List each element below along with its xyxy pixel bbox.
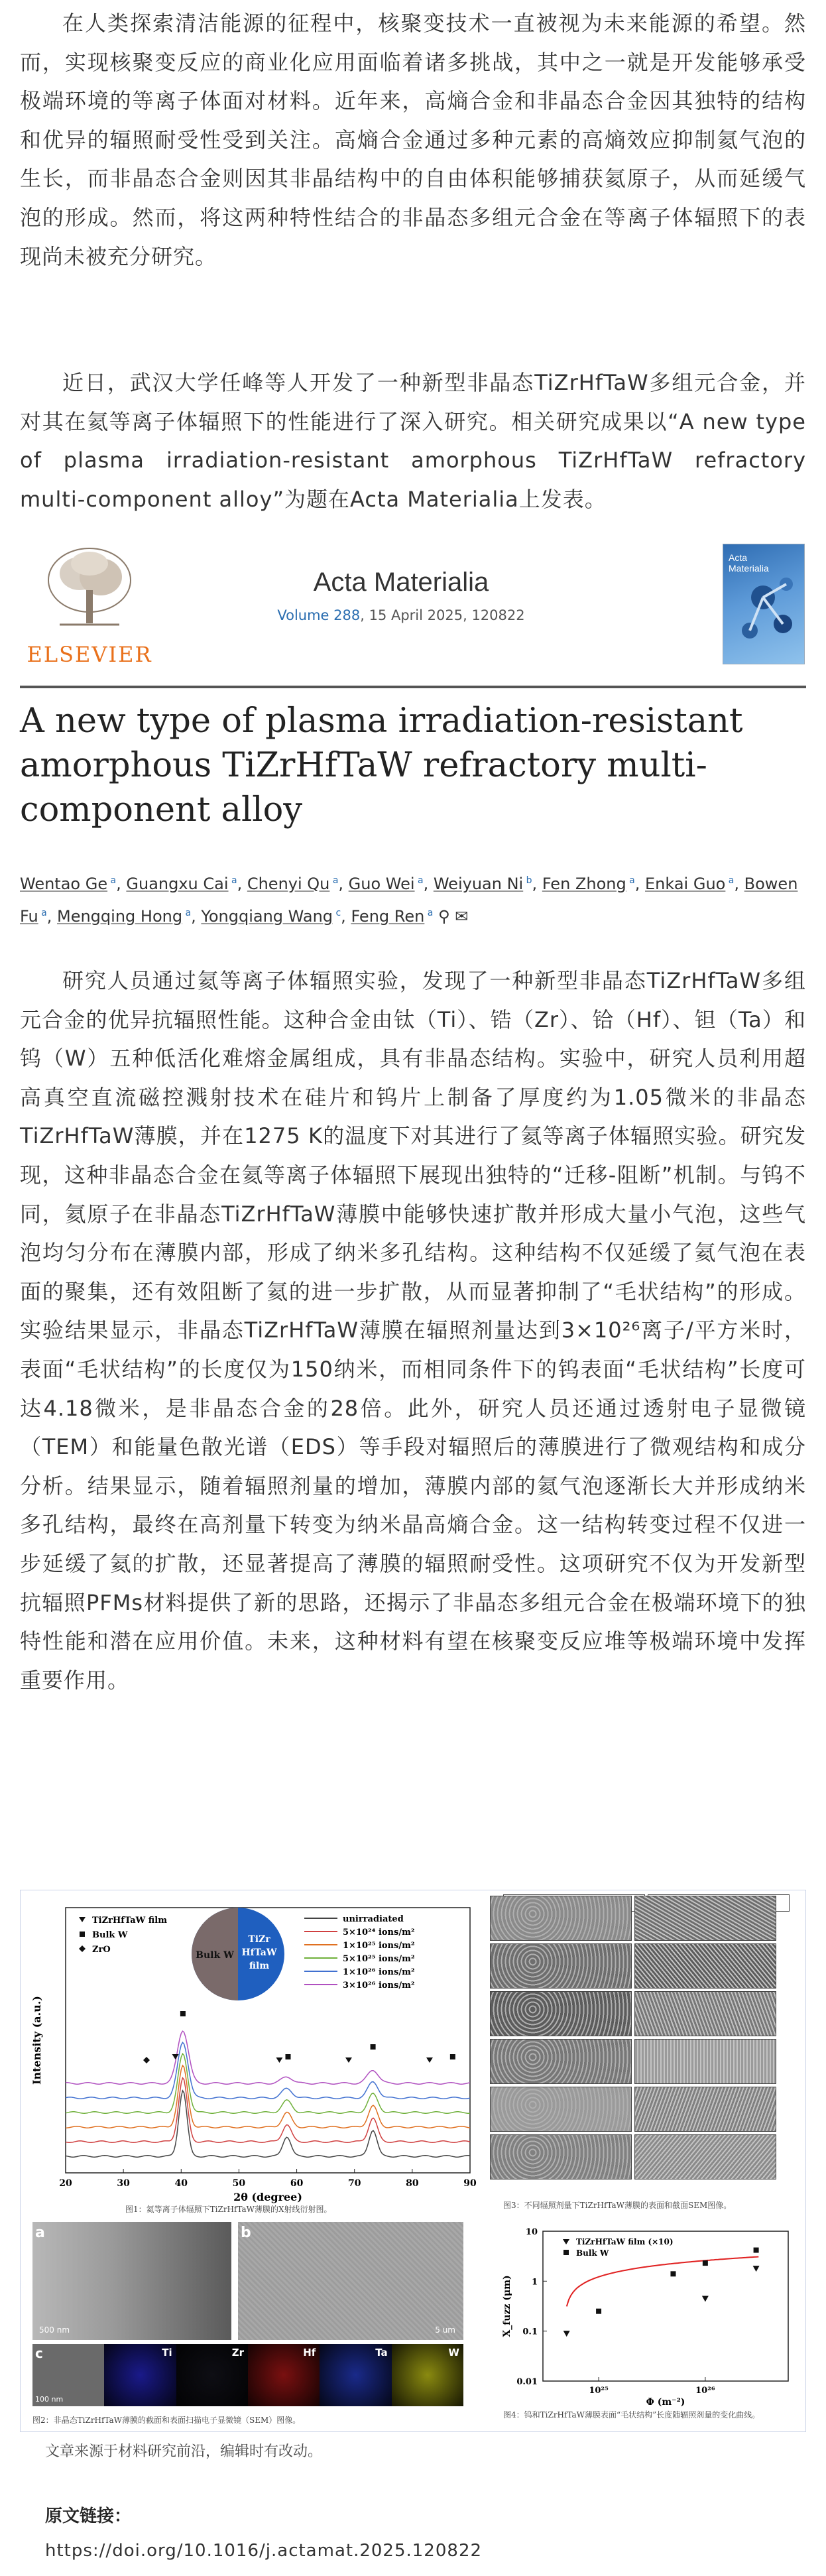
- eds-map-cell: [320, 2344, 391, 2406]
- eds-map-row: [32, 2344, 463, 2406]
- dose-legend-label: 3×10²⁶ ions/m²: [343, 1981, 415, 1991]
- journal-date: , 15 April 2025, 120822: [360, 607, 525, 623]
- author-affiliation: c: [333, 908, 341, 918]
- inset-label-film: film: [249, 1961, 270, 1971]
- fuzz-legend-label: Bulk W: [576, 2248, 609, 2258]
- original-link-label: 原文链接：: [45, 2506, 132, 2526]
- inset-label-w: Bulk W: [196, 1950, 234, 1961]
- eds-element-label: Zr: [231, 2347, 244, 2359]
- sem-image-cell: [634, 1896, 776, 1941]
- fuzz-legend-marker-w: [563, 2250, 569, 2255]
- eds-element-label: Hf: [303, 2347, 316, 2359]
- author-name[interactable]: Bowen Fu: [20, 875, 798, 926]
- xrd-x-tick-label: 20: [59, 2178, 72, 2189]
- author-affiliation: a: [38, 908, 47, 918]
- eds-map-cell: [104, 2344, 176, 2406]
- dose-legend-label: 5×10²⁵ ions/m²: [343, 1954, 415, 1964]
- fuzz-point-w: [670, 2271, 676, 2276]
- figure-3-caption: 图3：不同辐照剂量下TiZrHfTaW薄膜的表面和截面SEM图像。: [503, 2201, 732, 2210]
- author-affiliation: a: [626, 875, 635, 886]
- sem-image-cell: [490, 2039, 632, 2084]
- fuzz-legend-label: TiZrHfTaW film (×10): [576, 2237, 674, 2246]
- legend-marker-film: [79, 1917, 86, 1922]
- sem-image-cell: [634, 2134, 776, 2179]
- author-name[interactable]: Guangxu Cai: [126, 875, 229, 893]
- xrd-marker-film: [172, 2054, 179, 2059]
- panel-label-a: a: [35, 2225, 45, 2241]
- legend-marker-zro: [79, 1945, 86, 1952]
- xrd-marker-w: [371, 2044, 376, 2050]
- eds-map-cell: [176, 2344, 248, 2406]
- xrd-x-tick-label: 90: [463, 2178, 477, 2189]
- inset-label-film: HfTaW: [241, 1947, 277, 1958]
- xrd-marker-w: [180, 2011, 186, 2016]
- paper-title: A new type of plasma irradiation-resistant amorphous TiZrHfTaW refractory multi-component alloy: [20, 702, 743, 829]
- fuzz-point-film: [563, 2331, 570, 2337]
- publisher-name: ELSEVIER: [27, 642, 152, 667]
- xrd-series-line: [66, 2065, 470, 2128]
- xrd-marker-w: [286, 2054, 291, 2059]
- author-affiliation: a: [182, 908, 192, 918]
- sem-image-cell: [634, 1991, 776, 2036]
- xrd-x-tick-label: 80: [406, 2178, 419, 2189]
- figure-1-xrd: [26, 1894, 483, 2217]
- inset-label-film: TiZr: [248, 1934, 270, 1945]
- legend-label: Bulk W: [92, 1930, 128, 1940]
- xrd-x-tick-label: 30: [117, 2178, 130, 2189]
- panel-label-b: b: [241, 2225, 251, 2241]
- cover-title: Acta Materialia: [729, 552, 769, 574]
- author-affiliation: b: [523, 875, 532, 886]
- sem-image-b: [238, 2222, 463, 2340]
- original-link-url[interactable]: https://doi.org/10.1016/j.actamat.2025.120822: [45, 2541, 483, 2561]
- journal-volume: [172, 607, 630, 623]
- fuzz-point-w: [703, 2260, 708, 2266]
- xrd-x-tick-label: 70: [347, 2178, 361, 2189]
- elsevier-logo: [20, 544, 152, 667]
- author-affiliation: a: [424, 908, 434, 918]
- xrd-marker-film: [345, 2057, 352, 2063]
- author-name[interactable]: Chenyi Qu: [247, 875, 330, 893]
- legend-label: TiZrHfTaW film: [92, 1916, 167, 1926]
- eds-element-label: Ti: [162, 2347, 172, 2359]
- dose-legend-label: 5×10²⁴ ions/m²: [343, 1928, 415, 1937]
- eds-map-haadf: [32, 2344, 104, 2406]
- figure-2-sem-eds: [26, 2222, 483, 2427]
- sem-image-cell: [490, 1943, 632, 1989]
- legend-marker-w: [80, 1932, 85, 1937]
- author-name[interactable]: Weiyuan Ni: [433, 875, 524, 893]
- volume-link[interactable]: Volume 288: [277, 607, 361, 623]
- fuzz-x-tick-label: 10²⁵: [589, 2386, 609, 2396]
- paragraph-findings: 研究人员通过氦等离子体辐照实验，发现了一种新型非晶态TiZrHfTaW多组元合金的优异抗辐照性能。这种合金由钛（Ti）、锆（Zr）、铪（Hf）、钽（Ta）和钨（W）五种低活化难熔金属组成，具有非晶态结构。实验中，研究人员利用超高真空直流磁控溅射技术在硅片和钨片上制备了厚度约为1.05微米的非晶态TiZrHfTaW薄膜，并在1275 K的温度下对其进行了氦等离子体辐照实验。研究发现，这种非晶态合金在氦等离子体辐照下展现出独特的“迁移-阻断”机制。与钨不同，氦原子在非晶态TiZrHfTaW薄膜中能够快速扩散并形成大量小气泡，这些气泡均匀分布在薄膜内部，形成了纳米多孔结构。这种结构不仅延缓了氦气泡在表面的聚集，还有效阻断了氦的进一步扩散，从而显著抑制了“毛状结构”的形成。实验结果显示，非晶态TiZrHfTaW薄膜在辐照剂量达到3×10²⁶离子/平方米时，表面“毛状结构”的长度仅为150纳米，而相同条件下的钨表面“毛状结构”长度可达4.18微米，是非晶态合金的28倍。此外，研究人员还通过透射电子显微镜（TEM）和能量色散光谱（EDS）等手段对辐照后的薄膜进行了微观结构和成分分析。结果显示，随着辐照剂量的增加，薄膜内部的氦气泡逐渐长大并形成纳米多孔结构，最终在高剂量下转变为纳米晶高熵合金。这一结构转变过程不仅进一步延缓了氦的扩散，还显著提高了薄膜的辐照耐受性。这项研究不仅为开发新型抗辐照PFMs材料提供了新的思路，还揭示了非晶态多组元合金在极端环境下的独特性能和潜在应用价值。未来，这种材料有望在核聚变反应堆等极端环境中发挥重要作用。: [20, 968, 806, 1693]
- eds-map-cell: [248, 2344, 320, 2406]
- scale-bar-b: 5 um: [435, 2325, 455, 2335]
- xrd-series-line: [66, 2031, 470, 2084]
- panel-label-c: c: [35, 2345, 43, 2361]
- xrd-marker-w: [450, 2054, 455, 2059]
- author-affiliation: a: [414, 875, 424, 886]
- fuzz-point-film: [753, 2266, 760, 2272]
- journal-name: Acta Materialia: [313, 568, 489, 597]
- xrd-y-axis-label: Intensity (a.u.): [30, 1996, 43, 2085]
- author-list: Wentao Ge $^a$, Guangxu Cai $^a$, Chenyi Qu $^a$, Guo Wei $^a$, Weiyuan Ni $^b$, Fen Zhong $^a$, Enkai Guo $^a$, Bowen Fu $^a$, Mengqing Hong $^a$, Yongqiang Wang $^c$, Feng Ren $^a$ ⚲ ✉: [20, 875, 798, 926]
- fuzz-fit-curve: [567, 2257, 759, 2307]
- eds-element-label: Ta: [375, 2347, 388, 2359]
- sem-image-cell: [490, 1896, 632, 1941]
- header-divider: [20, 686, 806, 688]
- fuzz-point-w: [754, 2248, 759, 2253]
- fuzz-legend-marker-film: [563, 2239, 569, 2244]
- xrd-x-tick-label: 50: [232, 2178, 246, 2189]
- dose-legend-label: 1×10²⁵ ions/m²: [343, 1941, 415, 1951]
- sem-image-cell: [490, 1991, 632, 2036]
- xrd-marker-film: [426, 2057, 433, 2063]
- author-name[interactable]: Yongqiang Wang: [201, 907, 333, 926]
- dose-legend-label: 1×10²⁶ ions/m²: [343, 1967, 415, 1977]
- fuzz-y-axis-label: X_fuzz (μm): [502, 2275, 512, 2337]
- xrd-x-axis-label: 2θ (degree): [233, 2191, 302, 2203]
- sem-image-cell: [490, 2087, 632, 2132]
- xrd-series-line: [66, 2091, 470, 2157]
- xrd-x-tick-label: 40: [174, 2178, 188, 2189]
- fuzz-y-tick-label: 0.01: [516, 2377, 538, 2387]
- journal-header-card[interactable]: [20, 528, 806, 952]
- sem-image-cell: [634, 1943, 776, 1989]
- author-name[interactable]: Mengqing Hong: [57, 907, 183, 926]
- paragraph-intro: 在人类探索清洁能源的征程中，核聚变技术一直被视为未来能源的希望。然而，实现核聚变反应的商业化应用面临着诸多挑战，其中之一就是开发能够承受极端环境的等离子体面对材料。近年来，高熵合金和非晶态合金因其独特的结构和优异的辐照耐受性受到关注。高熵合金通过多种元素的高熵效应抑制氦气泡的生长，而非晶态合金则因其非晶结构中的自由体积能够捕获氦原子，从而延缓气泡的形成。然而，将这两种特性结合的非晶态多组元合金在等离子体辐照下的表现尚未被充分研究。: [20, 11, 806, 269]
- author-affiliation: a: [329, 875, 339, 886]
- author-affiliation: a: [107, 875, 117, 886]
- author-name[interactable]: Wentao Ge: [20, 875, 108, 893]
- author-affiliation: a: [725, 875, 735, 886]
- fuzz-chart: [490, 2222, 800, 2408]
- fuzz-point-w: [596, 2309, 601, 2314]
- author-name[interactable]: Enkai Guo: [645, 875, 726, 893]
- figure-4-fuzz-length: [490, 2222, 800, 2427]
- xrd-marker-film: [276, 2057, 282, 2063]
- fuzz-y-tick-label: 1: [531, 2277, 538, 2288]
- xrd-chart: [26, 1894, 483, 2217]
- xrd-marker-zro: [143, 2057, 150, 2063]
- fuzz-point-film: [702, 2296, 709, 2301]
- scale-bar-a: 500 nm: [39, 2325, 70, 2335]
- journal-cover[interactable]: [723, 544, 805, 664]
- eds-element-maps: [104, 2344, 463, 2406]
- fuzz-x-tick-label: 10²⁶: [695, 2386, 715, 2396]
- author-name[interactable]: Guo Wei: [348, 875, 415, 893]
- source-note: 文章来源于材料研究前沿，编辑时有改动。: [45, 2443, 323, 2460]
- figure-4-caption: 图4：钨和TiZrHfTaW薄膜表面“毛状结构”长度随辐照剂量的变化曲线。: [503, 2410, 760, 2420]
- xrd-legend: [79, 1916, 167, 1955]
- author-name[interactable]: Feng Ren: [351, 907, 425, 926]
- xrd-inset-diagram: [192, 1908, 284, 2000]
- sem-image-cell: [634, 2039, 776, 2084]
- xrd-x-tick-label: 60: [290, 2178, 304, 2189]
- fuzz-y-tick-label: 10: [525, 2227, 538, 2237]
- paragraph-announcement: 近日，武汉大学任峰等人开发了一种新型非晶态TiZrHfTaW多组元合金，并对其在氦等离子体辐照下的性能进行了深入研究。相关研究成果以“A new type of plasma irradiation-resistant amorphous TiZrHfTaW refractory multi-component alloy”为题在Acta Materialia上发表。: [20, 370, 806, 512]
- fuzz-x-axis-label: Φ (m⁻²): [646, 2397, 685, 2408]
- author-name[interactable]: Fen Zhong: [542, 875, 626, 893]
- dose-legend-label: unirradiated: [343, 1914, 404, 1924]
- legend-label: ZrO: [92, 1945, 111, 1955]
- figure-1-caption: 图1：氦等离子体辐照下TiZrHfTaW薄膜的X射线衍射图。: [125, 2205, 332, 2214]
- eds-element-label: W: [448, 2347, 459, 2359]
- fuzz-y-tick-label: 0.1: [522, 2327, 538, 2337]
- figure-2-caption: 图2：非晶态TiZrHfTaW薄膜的截面和表面扫描电子显微镜（SEM）图像。: [32, 2416, 301, 2425]
- sem-image-a: [32, 2222, 231, 2340]
- sem-image-cell: [634, 2087, 776, 2132]
- xrd-series-line: [66, 2078, 470, 2142]
- tree-icon: [40, 544, 139, 630]
- eds-map-cell: [392, 2344, 463, 2406]
- contact-icons[interactable]: ⚲ ✉: [433, 907, 469, 926]
- scale-bar-c: 100 nm: [35, 2395, 64, 2404]
- xrd-series-line: [66, 2042, 470, 2099]
- figure-panel: [20, 1890, 806, 2432]
- figure-3-sem-grid: [490, 1894, 800, 2213]
- author-affiliation: a: [228, 875, 237, 886]
- sem-image-cell: [490, 2134, 632, 2179]
